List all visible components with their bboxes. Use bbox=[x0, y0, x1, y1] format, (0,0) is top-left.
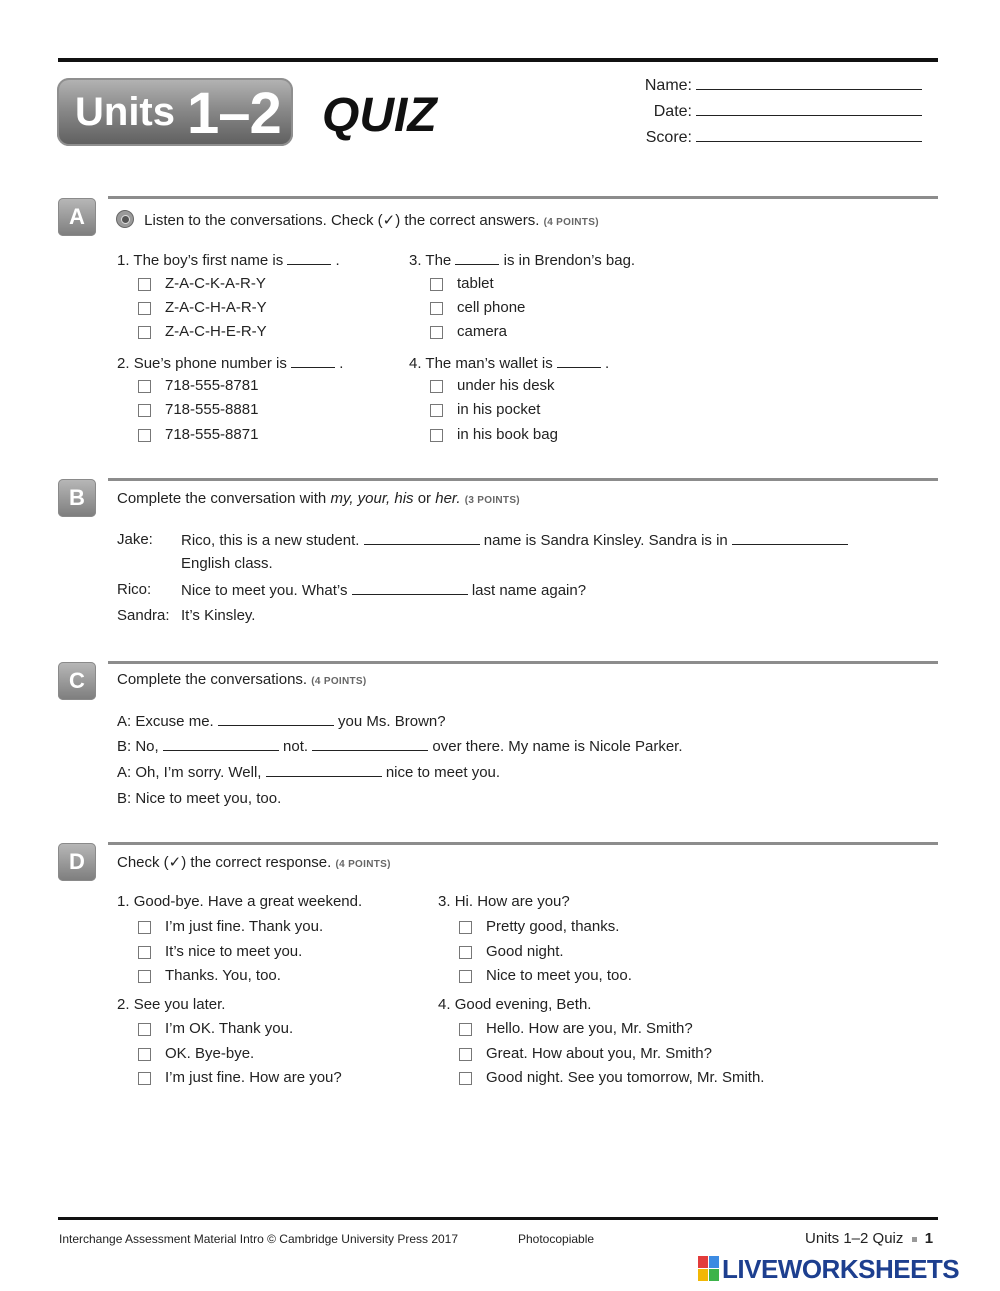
name-line[interactable] bbox=[696, 75, 922, 90]
checkbox[interactable] bbox=[430, 404, 443, 417]
a-q1-option[interactable]: Z-A-C-H-E-R-Y bbox=[138, 323, 267, 340]
section-a-badge: A bbox=[58, 198, 96, 236]
speaker-label: Jake: bbox=[117, 531, 153, 548]
checkbox[interactable] bbox=[459, 1072, 472, 1085]
checkbox[interactable] bbox=[430, 278, 443, 291]
section-b-instructions: Complete the conversation with my, your, his or her. (3 POINTS) bbox=[117, 490, 520, 507]
blank[interactable] bbox=[455, 251, 499, 265]
section-d-instructions: Check (✓) the correct response. (4 POINTS) bbox=[117, 854, 391, 871]
top-rule bbox=[58, 58, 938, 62]
c-line-1: A: Excuse me. you Ms. Brown? bbox=[117, 713, 446, 730]
checkbox[interactable] bbox=[430, 429, 443, 442]
checkbox[interactable] bbox=[138, 1023, 151, 1036]
a-q2-option[interactable]: 718-555-8781 bbox=[138, 377, 258, 394]
page-number: 1 bbox=[924, 1230, 934, 1247]
checkbox[interactable] bbox=[459, 1023, 472, 1036]
section-a-instructions: Listen to the conversations. Check (✓) the correct answers. (4 POINTS) bbox=[116, 210, 599, 229]
checkbox[interactable] bbox=[459, 921, 472, 934]
bullet-icon bbox=[912, 1237, 917, 1242]
checkbox[interactable] bbox=[138, 1072, 151, 1085]
checkbox[interactable] bbox=[138, 921, 151, 934]
checkbox[interactable] bbox=[459, 970, 472, 983]
score-field[interactable] bbox=[642, 127, 922, 147]
d-q3-option[interactable]: Nice to meet you, too. bbox=[459, 967, 632, 984]
checkbox[interactable] bbox=[138, 326, 151, 339]
a-q2-prompt: 2. Sue’s phone number is . bbox=[117, 355, 344, 372]
c-line-3: A: Oh, I’m sorry. Well, nice to meet you. bbox=[117, 764, 501, 781]
blank[interactable] bbox=[266, 763, 382, 777]
d-q4-option[interactable]: Great. How about you, Mr. Smith? bbox=[459, 1045, 712, 1062]
liveworksheets-logo[interactable] bbox=[698, 1254, 959, 1285]
b-jake-line-cont: English class. bbox=[181, 555, 273, 572]
d-q3-option[interactable]: Good night. bbox=[459, 943, 564, 960]
d-q1-option[interactable]: It’s nice to meet you. bbox=[138, 943, 302, 960]
units-badge-word: Units bbox=[75, 90, 175, 134]
blank[interactable] bbox=[732, 531, 848, 545]
footer-quiz-label: Units 1–2 Quiz bbox=[805, 1230, 904, 1247]
liveworksheets-text: LIVEWORKSHEETS bbox=[722, 1254, 960, 1284]
blank[interactable] bbox=[364, 531, 480, 545]
speaker-label: Rico: bbox=[117, 581, 152, 598]
checkbox[interactable] bbox=[138, 946, 151, 959]
checkbox[interactable] bbox=[459, 1048, 472, 1061]
d-q1-option[interactable]: Thanks. You, too. bbox=[138, 967, 281, 984]
units-badge bbox=[57, 78, 293, 146]
section-d-badge: D bbox=[58, 843, 96, 881]
section-c-badge: C bbox=[58, 662, 96, 700]
name-field[interactable] bbox=[642, 75, 922, 95]
section-c-instructions: Complete the conversations. (4 POINTS) bbox=[117, 671, 367, 688]
checkbox[interactable] bbox=[430, 302, 443, 315]
a-q2-option[interactable]: 718-555-8881 bbox=[138, 401, 258, 418]
a-q1-prompt: 1. The boy’s first name is . bbox=[117, 252, 340, 269]
a-q3-option[interactable]: tablet bbox=[430, 275, 494, 292]
score-line[interactable] bbox=[696, 127, 922, 142]
b-jake-line: Rico, this is a new student. name is Sandra Kinsley. Sandra is in bbox=[181, 531, 848, 549]
blank[interactable] bbox=[312, 737, 428, 751]
checkbox[interactable] bbox=[138, 380, 151, 393]
a-q4-option[interactable]: in his book bag bbox=[430, 426, 558, 443]
bottom-rule bbox=[58, 1217, 938, 1220]
section-a-rule bbox=[108, 196, 938, 199]
a-q3-option[interactable]: camera bbox=[430, 323, 507, 340]
blank[interactable] bbox=[287, 251, 331, 265]
date-line[interactable] bbox=[696, 101, 922, 116]
b-sandra-line: It’s Kinsley. bbox=[181, 607, 256, 624]
d-q4-option[interactable]: Good night. See you tomorrow, Mr. Smith. bbox=[459, 1069, 764, 1086]
footer-page-info bbox=[805, 1230, 933, 1247]
section-c-rule bbox=[108, 661, 938, 664]
checkbox[interactable] bbox=[430, 326, 443, 339]
checkbox[interactable] bbox=[430, 380, 443, 393]
checkbox[interactable] bbox=[138, 404, 151, 417]
checkbox[interactable] bbox=[138, 970, 151, 983]
checkbox[interactable] bbox=[138, 278, 151, 291]
b-rico-line: Nice to meet you. What’s last name again? bbox=[181, 582, 587, 599]
d-q3-prompt: 3. Hi. How are you? bbox=[438, 893, 570, 910]
a-q4-option[interactable]: under his desk bbox=[430, 377, 555, 394]
d-q4-option[interactable]: Hello. How are you, Mr. Smith? bbox=[459, 1020, 693, 1037]
c-line-4: B: Nice to meet you, too. bbox=[117, 790, 282, 807]
checkbox[interactable] bbox=[138, 429, 151, 442]
footer-copyright: Interchange Assessment Material Intro © Cambridge University Press 2017 bbox=[59, 1232, 459, 1246]
d-q1-prompt: 1. Good-bye. Have a great weekend. bbox=[117, 893, 363, 910]
section-b-rule bbox=[108, 478, 938, 481]
footer-photocopiable: Photocopiable bbox=[518, 1232, 595, 1246]
checkbox[interactable] bbox=[138, 302, 151, 315]
d-q2-option[interactable]: I’m just fine. How are you? bbox=[138, 1069, 342, 1086]
a-q3-option[interactable]: cell phone bbox=[430, 299, 525, 316]
date-field[interactable] bbox=[642, 101, 922, 121]
c-line-2: B: No, not. over there. My name is Nicole Parker. bbox=[117, 738, 683, 755]
date-label: Date: bbox=[653, 103, 692, 120]
a-q1-option[interactable]: Z-A-C-K-A-R-Y bbox=[138, 275, 266, 292]
a-q4-prompt: 4. The man’s wallet is . bbox=[409, 355, 610, 372]
a-q2-option[interactable]: 718-555-8871 bbox=[138, 426, 258, 443]
blank[interactable] bbox=[557, 354, 601, 368]
quiz-title: QUIZ bbox=[322, 89, 437, 142]
checkbox[interactable] bbox=[459, 946, 472, 959]
name-label: Name: bbox=[644, 77, 692, 94]
audio-icon[interactable] bbox=[116, 210, 134, 228]
a-q4-option[interactable]: in his pocket bbox=[430, 401, 540, 418]
d-q2-prompt: 2. See you later. bbox=[117, 996, 226, 1013]
d-q3-option[interactable]: Pretty good, thanks. bbox=[459, 918, 619, 935]
score-label: Score: bbox=[645, 129, 692, 146]
units-badge-number: 1–2 bbox=[187, 81, 281, 146]
section-d-rule bbox=[108, 842, 938, 845]
d-q4-prompt: 4. Good evening, Beth. bbox=[438, 996, 592, 1013]
checkbox[interactable] bbox=[138, 1048, 151, 1061]
a-q3-prompt: 3. The is in Brendon’s bag. bbox=[409, 252, 636, 269]
speaker-label: Sandra: bbox=[117, 607, 170, 624]
blank[interactable] bbox=[291, 354, 335, 368]
a-q1-option[interactable]: Z-A-C-H-A-R-Y bbox=[138, 299, 267, 316]
blank[interactable] bbox=[163, 737, 279, 751]
blank[interactable] bbox=[352, 581, 468, 595]
liveworksheets-icon bbox=[698, 1256, 720, 1282]
d-q1-option[interactable]: I’m just fine. Thank you. bbox=[138, 918, 323, 935]
section-b-badge: B bbox=[58, 479, 96, 517]
d-q2-option[interactable]: OK. Bye-bye. bbox=[138, 1045, 254, 1062]
blank[interactable] bbox=[218, 712, 334, 726]
d-q2-option[interactable]: I’m OK. Thank you. bbox=[138, 1020, 293, 1037]
